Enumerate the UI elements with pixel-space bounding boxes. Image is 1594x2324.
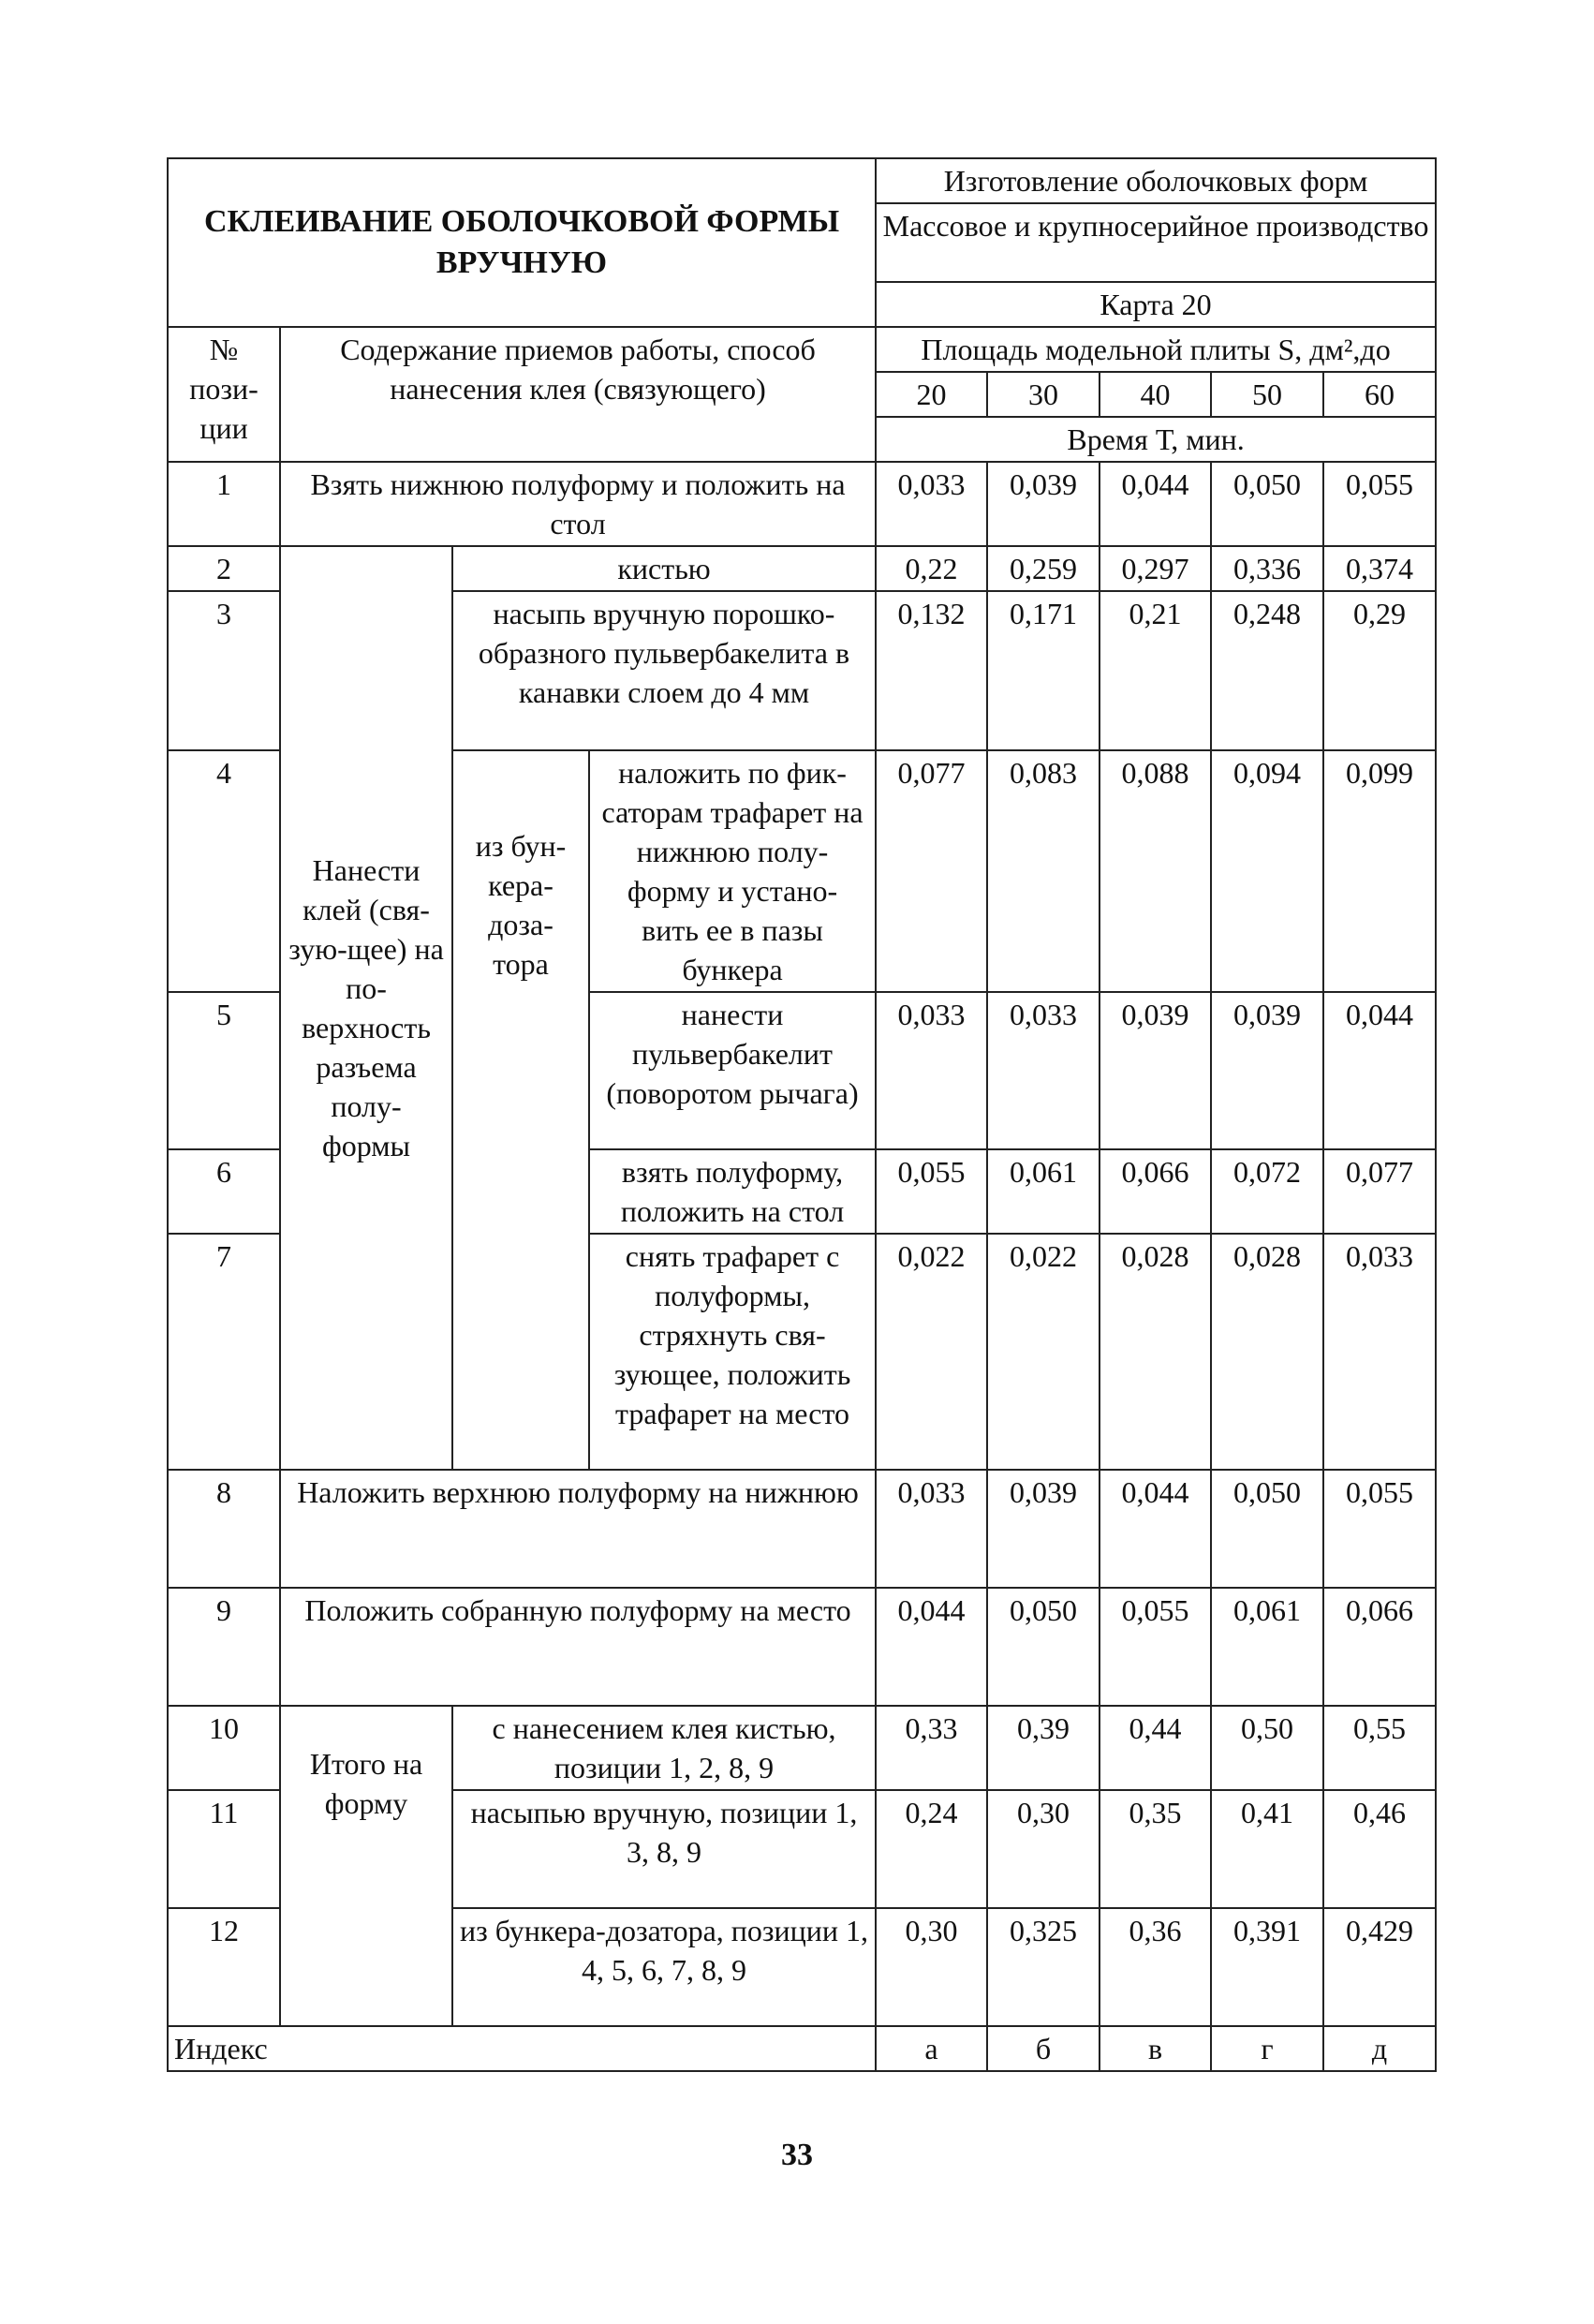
row-number: 12 bbox=[168, 1908, 280, 2026]
row-text: наложить по фик- саторам трафарет на нижнюю полу- форму и устано- вить ее в пазы бункера bbox=[589, 750, 876, 992]
row-number: 3 bbox=[168, 591, 280, 750]
index-row bbox=[168, 2026, 1436, 2071]
table-row bbox=[168, 462, 1436, 546]
time-value: 0,044 bbox=[876, 1588, 987, 1706]
time-value: 0,171 bbox=[987, 591, 1100, 750]
time-value: 0,374 bbox=[1323, 546, 1436, 591]
row-number: 4 bbox=[168, 750, 280, 992]
time-value: 0,248 bbox=[1211, 591, 1323, 750]
time-value: 0,055 bbox=[1323, 1470, 1436, 1588]
time-value: 0,39 bbox=[987, 1706, 1100, 1790]
time-value: 0,028 bbox=[1211, 1234, 1323, 1470]
time-value: 0,028 bbox=[1100, 1234, 1211, 1470]
row-number: 6 bbox=[168, 1149, 280, 1234]
table-row bbox=[168, 1470, 1436, 1588]
time-value: 0,055 bbox=[1323, 462, 1436, 546]
time-value: 0,033 bbox=[876, 992, 987, 1149]
area-label: Площадь модельной плиты S, дм²,до bbox=[876, 327, 1436, 372]
total-group: Итого на форму bbox=[280, 1706, 452, 2026]
area-value: 60 bbox=[1323, 372, 1436, 417]
production-type: Массовое и крупносерийное производство bbox=[876, 203, 1436, 282]
time-value: 0,033 bbox=[876, 1470, 987, 1588]
time-value: 0,33 bbox=[876, 1706, 987, 1790]
row-text: Положить собранную полуформу на место bbox=[280, 1588, 876, 1706]
area-value: 30 bbox=[987, 372, 1100, 417]
time-value: 0,022 bbox=[987, 1234, 1100, 1470]
time-value: 0,039 bbox=[1100, 992, 1211, 1149]
row-text: Взять нижнюю полуформу и положить на стол bbox=[280, 462, 876, 546]
time-value: 0,077 bbox=[876, 750, 987, 992]
time-value: 0,21 bbox=[1100, 591, 1211, 750]
time-value: 0,22 bbox=[876, 546, 987, 591]
time-value: 0,44 bbox=[1100, 1706, 1211, 1790]
norm-card-table bbox=[167, 157, 1437, 2072]
time-value: 0,044 bbox=[1100, 462, 1211, 546]
row-text: снять трафарет с полуформы, стряхнуть свя- зующее, положить трафарет на место bbox=[589, 1234, 876, 1470]
time-value: 0,072 bbox=[1211, 1149, 1323, 1234]
time-value: 0,077 bbox=[1323, 1149, 1436, 1234]
time-value: 0,094 bbox=[1211, 750, 1323, 992]
index-letter: г bbox=[1211, 2026, 1323, 2071]
row-number: 11 bbox=[168, 1790, 280, 1908]
time-value: 0,132 bbox=[876, 591, 987, 750]
time-value: 0,24 bbox=[876, 1790, 987, 1908]
row-text: взять полуформу, положить на стол bbox=[589, 1149, 876, 1234]
time-value: 0,30 bbox=[876, 1908, 987, 2026]
row-number: 9 bbox=[168, 1588, 280, 1706]
row-number: 2 bbox=[168, 546, 280, 591]
time-value: 0,039 bbox=[1211, 992, 1323, 1149]
card-number: Карта 20 bbox=[876, 282, 1436, 327]
time-value: 0,033 bbox=[1323, 1234, 1436, 1470]
row-text: насыпью вручную, позиции 1, 3, 8, 9 bbox=[452, 1790, 876, 1908]
time-value: 0,033 bbox=[876, 462, 987, 546]
row-number: 1 bbox=[168, 462, 280, 546]
table-row bbox=[168, 1588, 1436, 1706]
time-value: 0,36 bbox=[1100, 1908, 1211, 2026]
time-value: 0,50 bbox=[1211, 1706, 1323, 1790]
time-value: 0,050 bbox=[1211, 1470, 1323, 1588]
area-value: 50 bbox=[1211, 372, 1323, 417]
time-value: 0,41 bbox=[1211, 1790, 1323, 1908]
row-number: 8 bbox=[168, 1470, 280, 1588]
time-value: 0,044 bbox=[1100, 1470, 1211, 1588]
card-title: СКЛЕИВАНИЕ ОБОЛОЧКОВОЙ ФОРМЫ ВРУЧНУЮ bbox=[168, 158, 876, 327]
row-text: из бункера-дозатора, позиции 1, 4, 5, 6, 7, 8, 9 bbox=[452, 1908, 876, 2026]
time-value: 0,022 bbox=[876, 1234, 987, 1470]
index-letter: в bbox=[1100, 2026, 1211, 2071]
table-row bbox=[168, 1706, 1436, 1790]
time-value: 0,039 bbox=[987, 1470, 1100, 1588]
apply-glue-group: Нанести клей (свя- зую-щее) на по- верхность разъема полу- формы bbox=[280, 546, 452, 1470]
row-text: Наложить верхнюю полуформу на нижнюю bbox=[280, 1470, 876, 1588]
time-value: 0,391 bbox=[1211, 1908, 1323, 2026]
time-value: 0,297 bbox=[1100, 546, 1211, 591]
time-value: 0,055 bbox=[876, 1149, 987, 1234]
row-number: 10 bbox=[168, 1706, 280, 1790]
index-letter: б bbox=[987, 2026, 1100, 2071]
index-letter: а bbox=[876, 2026, 987, 2071]
time-value: 0,066 bbox=[1323, 1588, 1436, 1706]
time-value: 0,066 bbox=[1100, 1149, 1211, 1234]
time-value: 0,35 bbox=[1100, 1790, 1211, 1908]
time-value: 0,050 bbox=[987, 1588, 1100, 1706]
time-value: 0,044 bbox=[1323, 992, 1436, 1149]
row-text: с нанесением клея кистью, позиции 1, 2, 8, 9 bbox=[452, 1706, 876, 1790]
table-row bbox=[168, 546, 1436, 591]
row-number: 7 bbox=[168, 1234, 280, 1470]
area-value: 20 bbox=[876, 372, 987, 417]
time-value: 0,29 bbox=[1323, 591, 1436, 750]
time-value: 0,30 bbox=[987, 1790, 1100, 1908]
time-value: 0,259 bbox=[987, 546, 1100, 591]
area-value: 40 bbox=[1100, 372, 1211, 417]
time-value: 0,099 bbox=[1323, 750, 1436, 992]
time-value: 0,055 bbox=[1100, 1588, 1211, 1706]
category: Изготовление оболочковых форм bbox=[876, 158, 1436, 203]
time-value: 0,061 bbox=[987, 1149, 1100, 1234]
time-value: 0,083 bbox=[987, 750, 1100, 992]
col-content: Содержание приемов работы, способ нанесения клея (связующего) bbox=[280, 327, 876, 462]
row-number: 5 bbox=[168, 992, 280, 1149]
index-label: Индекс bbox=[168, 2026, 876, 2071]
page-number: 33 bbox=[781, 2138, 813, 2172]
time-value: 0,336 bbox=[1211, 546, 1323, 591]
row-text: нанести пульвербакелит (поворотом рычага) bbox=[589, 992, 876, 1149]
index-letter: д bbox=[1323, 2026, 1436, 2071]
time-value: 0,033 bbox=[987, 992, 1100, 1149]
time-value: 0,061 bbox=[1211, 1588, 1323, 1706]
time-value: 0,325 bbox=[987, 1908, 1100, 2026]
hopper-group: из бун- кера- доза- тора bbox=[452, 750, 589, 1470]
time-value: 0,039 bbox=[987, 462, 1100, 546]
col-position-number: № пози- ции bbox=[168, 327, 280, 462]
time-label: Время Т, мин. bbox=[876, 417, 1436, 462]
time-value: 0,050 bbox=[1211, 462, 1323, 546]
time-value: 0,429 bbox=[1323, 1908, 1436, 2026]
time-value: 0,088 bbox=[1100, 750, 1211, 992]
time-value: 0,46 bbox=[1323, 1790, 1436, 1908]
time-value: 0,55 bbox=[1323, 1706, 1436, 1790]
row-text: кистью bbox=[452, 546, 876, 591]
row-text: насыпь вручную порошко- образного пульвербакелита в канавки слоем до 4 мм bbox=[452, 591, 876, 750]
